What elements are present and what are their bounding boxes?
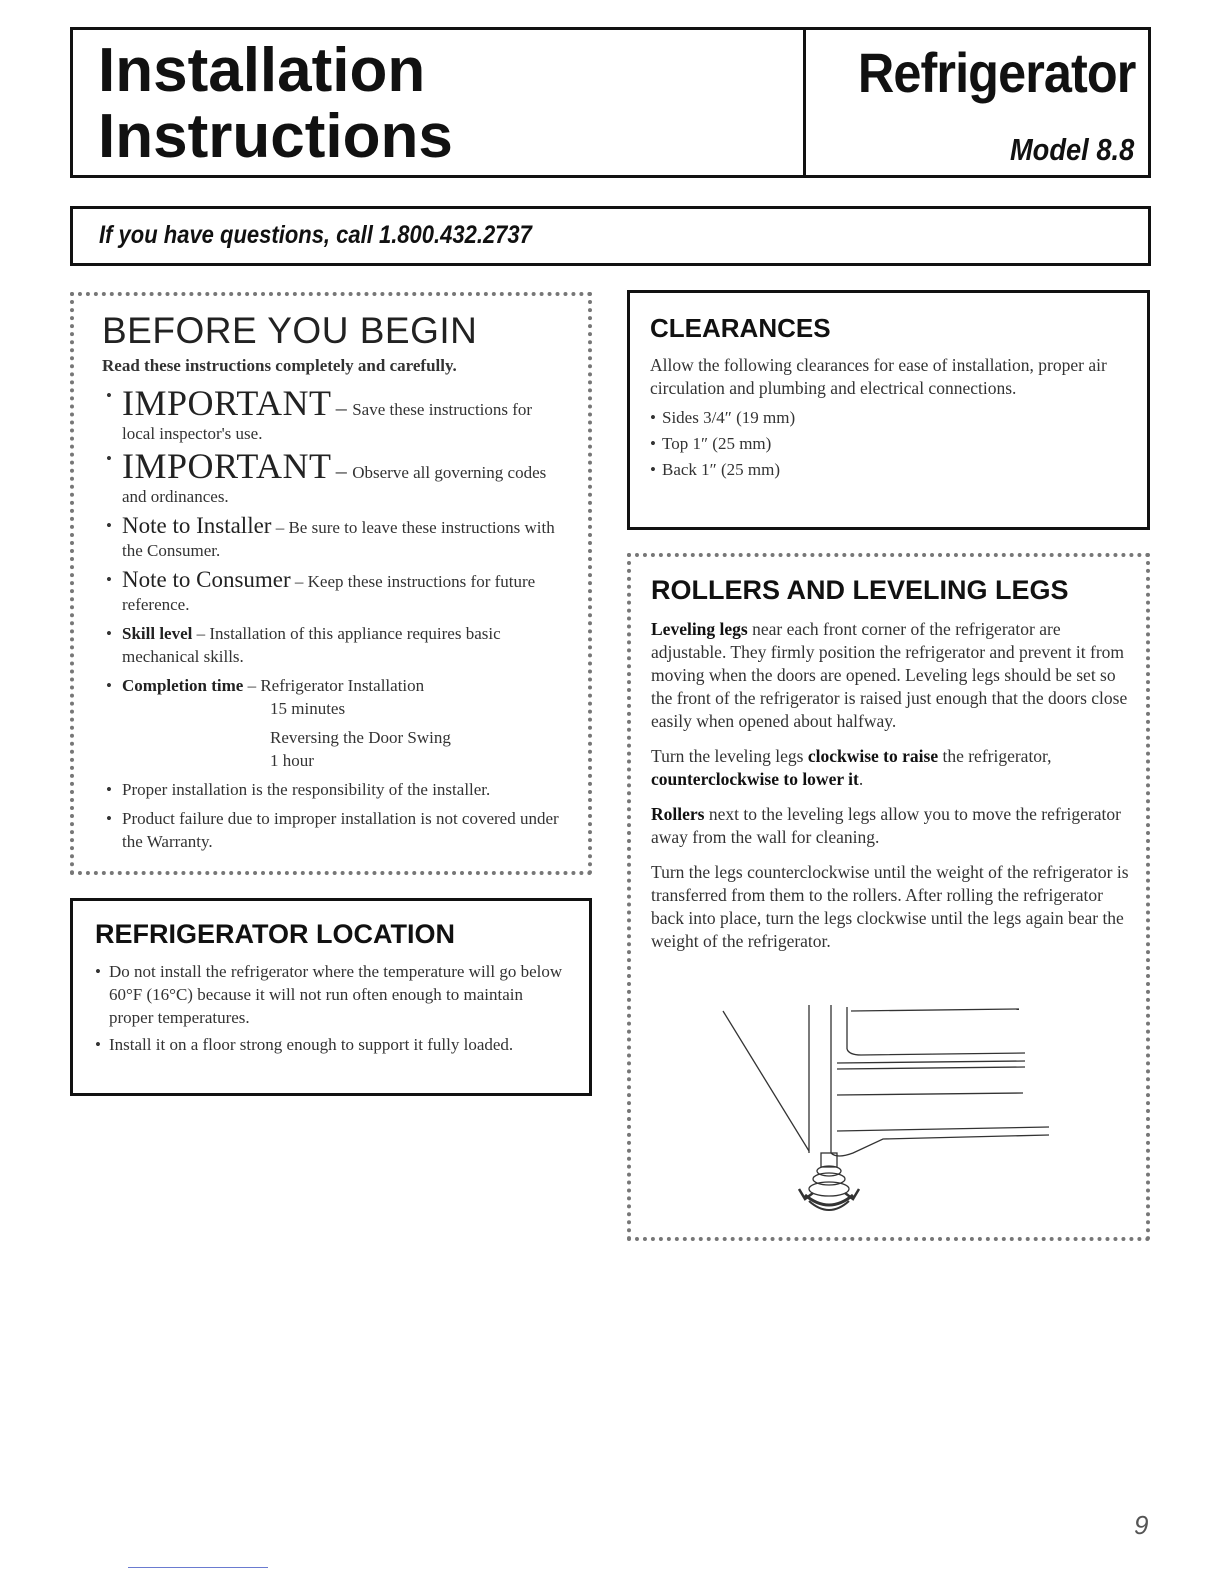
footer-rule xyxy=(128,1567,268,1568)
rollers-title: ROLLERS AND LEVELING LEGS xyxy=(651,575,1069,605)
paragraph-text: Turn the leveling legs xyxy=(651,746,804,766)
paragraph-text: near each front corner of the refrigerator are adjustable. They firmly position the refrigerator and prevent it from moving when the doors are opened. Leveling legs should be set so the front of the refrigerator is raised just enough that the doors close easily when opened about halfway. xyxy=(651,619,1128,731)
completion-task-1: Refrigerator Installation xyxy=(260,676,425,695)
list-item: • Install it on a floor strong enough to support it fully loaded. xyxy=(95,1033,569,1056)
clearances-title: CLEARANCES xyxy=(650,313,831,343)
rollers-paragraph-1 xyxy=(651,618,1132,733)
completion-time-1: 15 minutes xyxy=(270,699,346,718)
list-item: • Back 1″ (25 mm) xyxy=(650,458,1127,481)
installer-label: Note to Installer xyxy=(122,513,272,538)
important-label: IMPORTANT xyxy=(122,383,332,423)
phone-bar xyxy=(70,206,1151,266)
completion-label: Completion time xyxy=(122,676,244,695)
before-title: BEFORE YOU BEGIN xyxy=(102,310,478,351)
rollers-paragraph-3 xyxy=(651,803,1132,849)
model-number: Model 8.8 xyxy=(1009,132,1134,167)
dash: – xyxy=(247,676,261,695)
list-item xyxy=(102,674,568,772)
rollers-paragraph-4: Turn the legs counterclockwise until the weight of the refrigerator is transferred from them to the rollers. After rolling the refrigerator back into place, turn the legs clockwise until the legs again bear the weight of the refrigerator. xyxy=(651,862,1129,951)
skill-text: Installation of this appliance requires basic mechanical skills. xyxy=(122,624,501,666)
list-item xyxy=(102,568,568,616)
phone-text: If you have questions, call 1.800.432.2737 xyxy=(99,221,532,249)
skill-label: Skill level xyxy=(122,624,193,643)
document-title xyxy=(73,30,806,175)
list-item xyxy=(102,778,568,801)
warranty-text: Product failure due to improper installation is not covered under the Warranty. xyxy=(122,809,559,851)
product-panel xyxy=(806,30,1148,175)
list-item xyxy=(102,447,568,508)
rollers-paragraph-2 xyxy=(651,745,1132,791)
period: . xyxy=(858,769,864,789)
completion-time-2: 1 hour xyxy=(270,751,314,770)
before-list xyxy=(102,384,568,853)
paragraph-text: next to the leveling legs allow you to move the refrigerator away from the wall for cleaning. xyxy=(651,804,1121,847)
dash: – xyxy=(335,395,353,420)
responsibility-text: Proper installation is the responsibility of the installer. xyxy=(122,780,491,799)
clearances-list xyxy=(650,406,1127,481)
list-item: • Top 1″ (25 mm) xyxy=(650,432,1127,455)
rollers-term: Rollers xyxy=(651,804,705,824)
page-number: 9 xyxy=(1134,1510,1149,1540)
location-title: REFRIGERATOR LOCATION xyxy=(95,919,455,949)
clockwise-instruction: clockwise to raise xyxy=(807,746,939,766)
product-name: Refrigerator xyxy=(858,41,1136,104)
important-text: Save these instructions for local inspector's use. xyxy=(122,400,533,443)
list-item: • Do not install the refrigerator where the temperature will go below 60°F (16°C) because it will not run often enough to maintain proper temperatures. xyxy=(95,960,569,1029)
dash: – xyxy=(335,458,353,483)
important-text: Observe all governing codes and ordinances. xyxy=(122,463,547,506)
list-item xyxy=(102,514,568,562)
important-label: IMPORTANT xyxy=(122,446,332,486)
list-item xyxy=(102,622,568,668)
consumer-label: Note to Consumer xyxy=(122,567,291,592)
leveling-leg-illustration xyxy=(713,1003,1063,1223)
before-intro: Read these instructions completely and carefully. xyxy=(102,356,457,375)
before-you-begin-box xyxy=(70,292,592,875)
rollers-leveling-box xyxy=(627,553,1150,1241)
list-item xyxy=(102,807,568,853)
title-line-1: Installation xyxy=(98,36,426,105)
completion-task-2: Reversing the Door Swing xyxy=(270,728,451,747)
paragraph-text: the refrigerator, xyxy=(942,746,1052,766)
dash: – xyxy=(275,518,289,537)
installer-text: Be sure to leave these instructions with the Consumer. xyxy=(122,518,555,560)
location-list xyxy=(95,960,569,1056)
list-item: • Sides 3/4″ (19 mm) xyxy=(650,406,1127,429)
title-header xyxy=(70,27,1151,178)
title-line-2: Instructions xyxy=(98,102,453,171)
consumer-text: Keep these instructions for future reference. xyxy=(122,572,536,614)
leveling-legs-term: Leveling legs xyxy=(651,619,748,639)
counterclockwise-instruction: counterclockwise to lower it xyxy=(651,769,859,789)
dash: – xyxy=(196,624,210,643)
list-item xyxy=(102,384,568,445)
clearances-intro: Allow the following clearances for ease of installation, proper air circulation and plumbing and electrical connections. xyxy=(650,355,1107,398)
dash: – xyxy=(294,572,308,591)
clearances-box xyxy=(627,290,1150,530)
refrigerator-location-box xyxy=(70,898,592,1096)
